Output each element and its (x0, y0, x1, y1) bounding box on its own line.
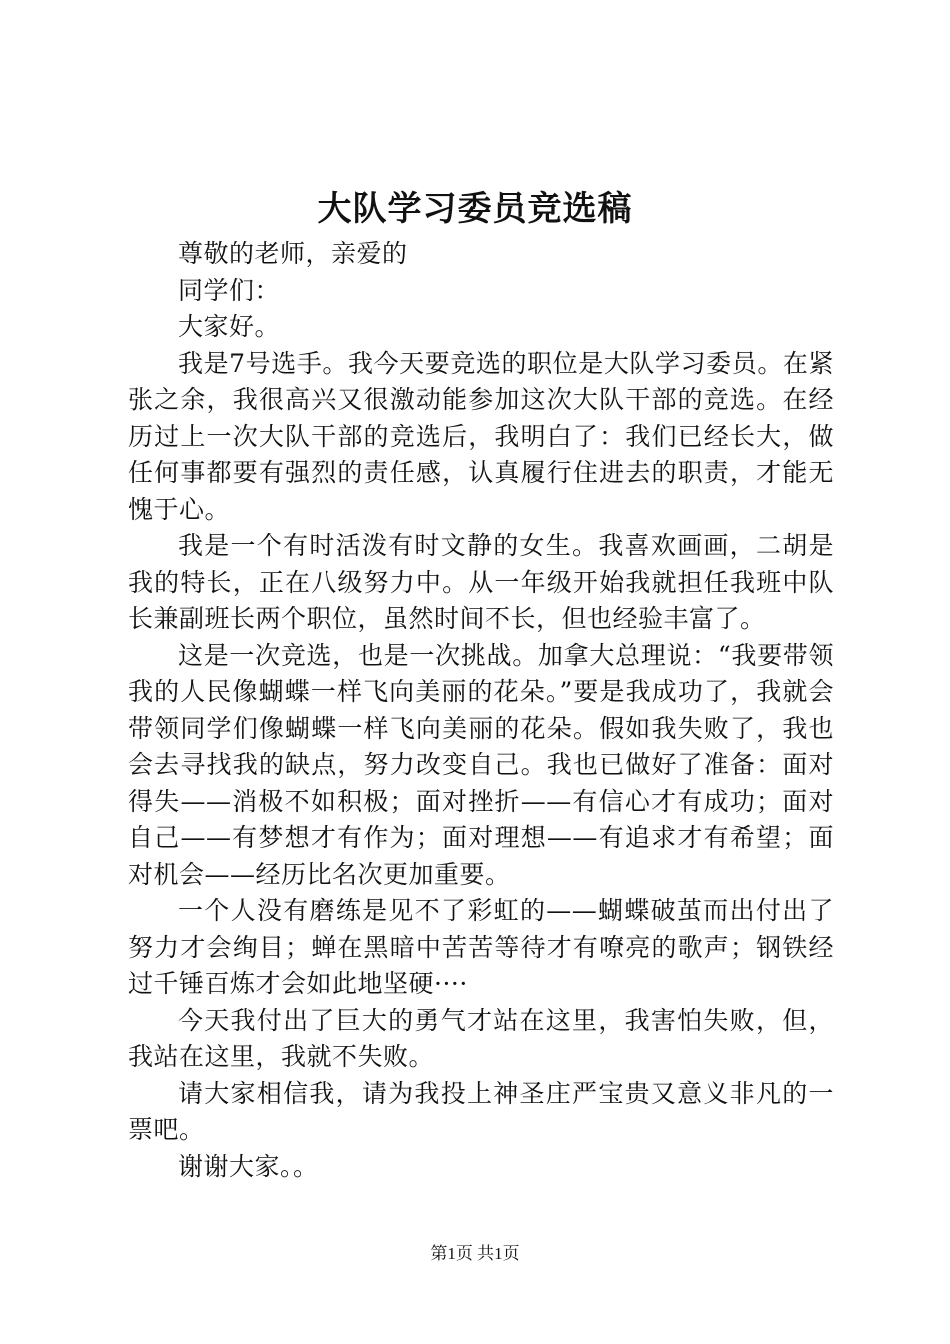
paragraph-challenge: 这是一次竞选，也是一次挑战。加拿大总理说：“我要带领我的人民像蝴蝶一样飞向美丽的花朵。”要是我成功了，我就会带领同学们像蝴蝶一样飞向美丽的花朵。假如我失败了，我也会去寻找我的缺点，努力改变自己。我也已做好了准备：面对得失——消极不如积极；面对挫折——有信心才有成功；面对自己——有梦想才有作为；面对理想——有追求才有希望；面对机会——经历比名次更加重要。 (128, 640, 834, 889)
paragraph-self-description: 我是一个有时活泼有时文静的女生。我喜欢画画，二胡是我的特长，正在八级努力中。从一年级开始我就担任我班中队长兼副班长两个职位，虽然时间不长，但也经验丰富了。 (128, 531, 834, 633)
paragraph-perseverance: 一个人没有磨练是见不了彩虹的——蝴蝶破茧而出付出了努力才会绚目；蝉在黑暗中苦苦等待才有嘹亮的歌声；钢铁经过千锤百炼才会如此地坚硬···· (128, 896, 834, 998)
page-footer: 第1页 共1页 (430, 1244, 520, 1263)
paragraph-greeting: 大家好。 (178, 312, 281, 341)
paragraph-salutation: 尊敬的老师，亲爱的 (178, 239, 408, 268)
document-body (128, 236, 834, 1185)
paragraph-request-vote: 请大家相信我，请为我投上神圣庄严宝贵又意义非凡的一票吧。 (128, 1078, 834, 1144)
paragraph-salutation-cont: 同学们： (178, 275, 281, 305)
document-title: 大队学习委员竞选稿 (317, 189, 633, 229)
paragraph-introduction: 我是7号选手。我今天要竞选的职位是大队学习委员。在紧张之余，我很高兴又很激动能参加这次大队干部的竞选。在经历过上一次大队干部的竞选后，我明白了：我们已经长大，做任何事都要有强烈的责任感，认真履行住进去的职责，才能无愧于心。 (128, 348, 834, 524)
paragraph-courage: 今天我付出了巨大的勇气才站在这里，我害怕失败，但，我站在这里，我就不失败。 (128, 1005, 834, 1071)
paragraph-thanks: 谢谢大家。。 (178, 1151, 319, 1181)
